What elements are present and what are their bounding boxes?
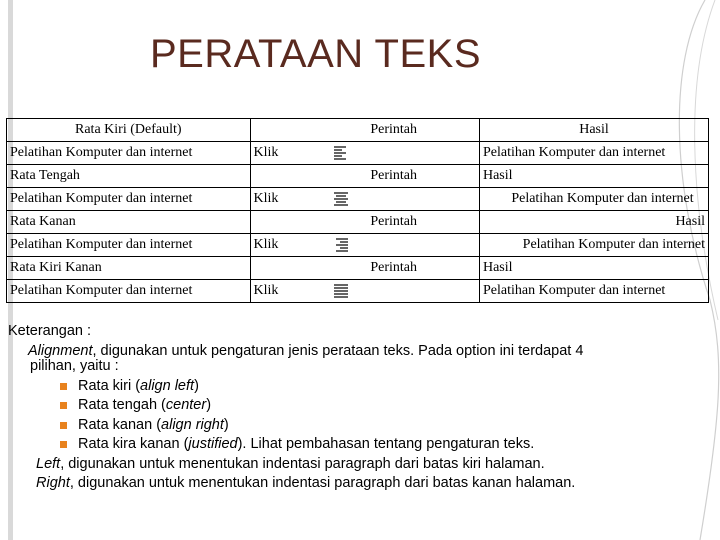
result-text: Pelatihan Komputer dan internet	[479, 280, 708, 303]
alignment-label: Rata Kiri (Default)	[7, 119, 251, 142]
table-row	[7, 188, 709, 211]
list-item-text: Rata kanan (	[78, 416, 162, 433]
result-header: Hasil	[479, 257, 708, 280]
result-header: Hasil	[479, 211, 708, 234]
table-row-header	[7, 165, 709, 188]
list-item-term: align right	[161, 416, 224, 433]
alignment-term: Alignment	[28, 342, 93, 359]
list-item-term: justified	[188, 436, 238, 452]
list-item-text: Rata kira kanan (	[78, 436, 189, 452]
notes-heading: Keterangan :	[8, 323, 92, 339]
right-description	[8, 474, 708, 494]
left-term: Left	[36, 455, 61, 472]
click-instruction	[250, 280, 479, 303]
list-item-text: Rata kiri (	[78, 377, 141, 394]
align-center-button[interactable]	[329, 189, 353, 209]
command-header: Perintah	[250, 211, 479, 234]
click-label: Klik	[253, 145, 279, 160]
right-text: , digunakan untuk menentukan indentasi paragraph dari batas kanan halaman.	[69, 475, 576, 491]
list-item	[60, 435, 708, 455]
table-row	[7, 142, 709, 165]
click-instruction	[250, 234, 479, 257]
square-bullet-icon	[60, 441, 67, 448]
command-header: Perintah	[250, 119, 479, 142]
list-item-term: center	[165, 397, 207, 413]
result-header: Hasil	[479, 119, 708, 142]
table-row	[7, 234, 709, 257]
result-text: Pelatihan Komputer dan internet	[479, 234, 708, 257]
square-bullet-icon	[60, 383, 67, 390]
result-text: Pelatihan Komputer dan internet	[479, 188, 708, 211]
sample-text: Pelatihan Komputer dan internet	[7, 280, 251, 303]
list-item	[60, 416, 708, 436]
list-item-suffix: ). Lihat pembahasan tentang pengaturan teks.	[237, 436, 535, 452]
click-label: Klik	[253, 237, 279, 252]
square-bullet-icon	[60, 422, 67, 429]
click-label: Klik	[253, 191, 279, 206]
result-header: Hasil	[479, 165, 708, 188]
click-label: Klik	[253, 283, 279, 298]
alignment-description-cont: pilihan, yaitu :	[30, 358, 119, 374]
align-justify-button[interactable]	[329, 281, 353, 301]
left-text: , digunakan untuk menentukan indentasi paragraph dari batas kiri halaman.	[60, 455, 545, 472]
alignment-text: , digunakan untuk pengaturan jenis perataan teks. Pada option ini terdapat 4	[92, 342, 584, 359]
notes-section	[8, 322, 708, 494]
alignment-options-list	[8, 377, 708, 455]
table-row-header	[7, 211, 709, 234]
list-item-suffix: )	[206, 397, 212, 413]
list-item-text: Rata tengah (	[78, 397, 166, 413]
sample-text: Pelatihan Komputer dan internet	[7, 142, 251, 165]
alignment-label: Rata Kanan	[7, 211, 251, 234]
list-item-suffix: )	[223, 416, 229, 433]
list-item-suffix: )	[194, 377, 199, 394]
left-description	[8, 455, 708, 475]
table-row	[7, 280, 709, 303]
list-item	[60, 396, 708, 416]
sample-text: Pelatihan Komputer dan internet	[7, 234, 251, 257]
click-instruction	[250, 188, 479, 211]
command-header: Perintah	[250, 257, 479, 280]
square-bullet-icon	[60, 402, 67, 409]
result-text: Pelatihan Komputer dan internet	[479, 142, 708, 165]
alignment-label: Rata Kiri Kanan	[7, 257, 251, 280]
table-row-header	[7, 257, 709, 280]
sample-text: Pelatihan Komputer dan internet	[7, 188, 251, 211]
align-left-icon	[332, 145, 350, 161]
alignment-table	[6, 118, 709, 303]
alignment-label: Rata Tengah	[7, 165, 251, 188]
align-right-icon	[332, 237, 350, 253]
align-justify-icon	[332, 283, 350, 299]
table-row-header	[7, 119, 709, 142]
align-left-button[interactable]	[329, 143, 353, 163]
list-item-term: align left	[140, 377, 195, 394]
page-title: PERATAAN TEKS	[150, 32, 482, 76]
right-term: Right	[36, 475, 70, 491]
click-instruction	[250, 142, 479, 165]
align-center-icon	[332, 191, 350, 207]
align-right-button[interactable]	[329, 235, 353, 255]
command-header: Perintah	[250, 165, 479, 188]
list-item	[60, 377, 708, 397]
